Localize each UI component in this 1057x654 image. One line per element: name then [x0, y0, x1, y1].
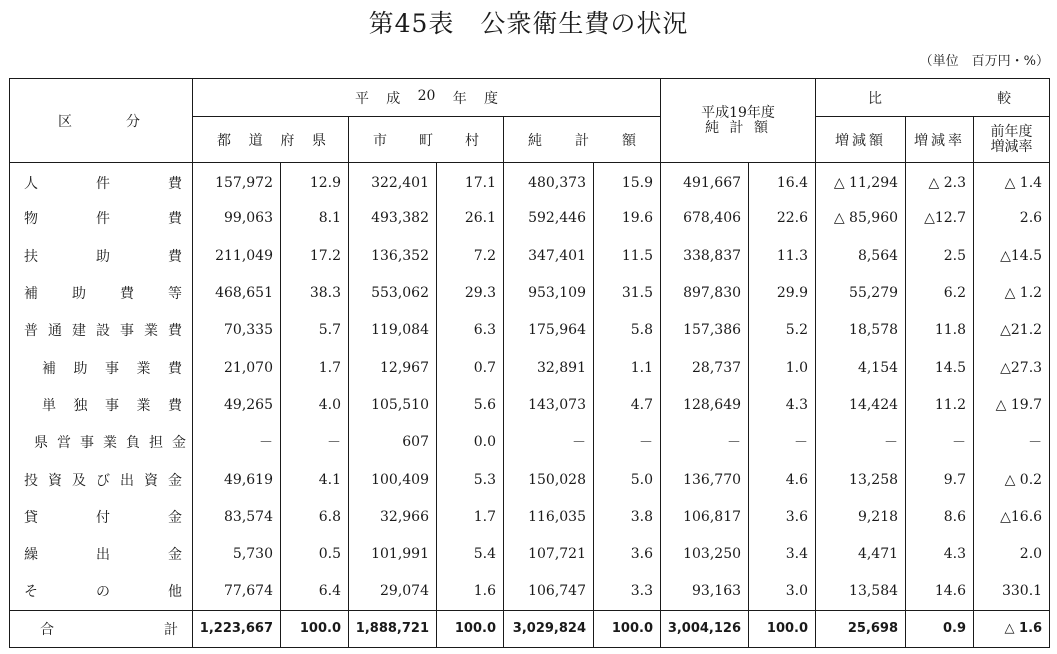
cell-muni: 105,510 [349, 386, 437, 423]
cell-net: 116,035 [504, 498, 594, 535]
cell-fy19: 491,667 [661, 163, 749, 200]
cell-change: 55,279 [816, 274, 906, 311]
total-muni: 1,888,721 [349, 610, 437, 647]
cell-muni: 553,062 [349, 274, 437, 311]
cell-change-rate: － [906, 424, 974, 461]
cell-change-rate: △12.7 [906, 200, 974, 237]
cell-change-rate: 14.6 [906, 573, 974, 610]
header-prev-year-rate: 前年度 増減率 [974, 117, 1050, 163]
cell-pref-pct: 6.8 [281, 498, 349, 535]
cell-fy19-pct: － [749, 424, 816, 461]
cell-prev-rate: △ 1.4 [974, 163, 1050, 200]
cell-net: 953,109 [504, 274, 594, 311]
table-row [10, 237, 1050, 274]
cell-change-rate: 11.8 [906, 312, 974, 349]
cell-change-rate: △ 2.3 [906, 163, 974, 200]
cell-net: 143,073 [504, 386, 594, 423]
cell-net: 107,721 [504, 535, 594, 572]
row-label: 投資及び出資金 [10, 461, 193, 498]
cell-pref-pct: 0.5 [281, 535, 349, 572]
cell-pref-pct: 6.4 [281, 573, 349, 610]
cell-change: 8,564 [816, 237, 906, 274]
total-label: 合計 [10, 610, 193, 647]
cell-pref: 5,730 [193, 535, 281, 572]
cell-change: △ 11,294 [816, 163, 906, 200]
cell-pref-pct: 4.0 [281, 386, 349, 423]
cell-net-pct: 31.5 [594, 274, 661, 311]
row-label: 物件費 [10, 200, 193, 237]
row-label: その他 [10, 573, 193, 610]
cell-change-rate: 4.3 [906, 535, 974, 572]
cell-pref-pct: 4.1 [281, 461, 349, 498]
cell-fy19: 136,770 [661, 461, 749, 498]
total-fy19: 3,004,126 [661, 610, 749, 647]
header-prefecture: 都 道 府 県 [193, 117, 349, 163]
row-label: 補助費等 [10, 274, 193, 311]
cell-net-pct: 4.7 [594, 386, 661, 423]
cell-fy19: 128,649 [661, 386, 749, 423]
table-title: 第45表 公衆衛生費の状況 [368, 9, 689, 38]
cell-fy19-pct: 3.0 [749, 573, 816, 610]
cell-net: － [504, 424, 594, 461]
cell-change: 13,258 [816, 461, 906, 498]
cell-net: 175,964 [504, 312, 594, 349]
cell-muni: 607 [349, 424, 437, 461]
cell-change: △ 85,960 [816, 200, 906, 237]
cell-muni-pct: 1.6 [437, 573, 504, 610]
cell-net: 592,446 [504, 200, 594, 237]
header-change-amount: 増減額 [816, 117, 906, 163]
cell-fy19-pct: 11.3 [749, 237, 816, 274]
cell-pref: 49,265 [193, 386, 281, 423]
cell-change-rate: 8.6 [906, 498, 974, 535]
cell-muni-pct: 29.3 [437, 274, 504, 311]
cell-change-rate: 6.2 [906, 274, 974, 311]
table-row [10, 200, 1050, 237]
cell-pref-pct: 8.1 [281, 200, 349, 237]
cell-muni-pct: 5.4 [437, 535, 504, 572]
cell-fy19-pct: 3.4 [749, 535, 816, 572]
cell-net: 150,028 [504, 461, 594, 498]
cell-muni: 29,074 [349, 573, 437, 610]
cell-change: 4,471 [816, 535, 906, 572]
header-municipality: 市 町 村 [349, 117, 504, 163]
cell-net-pct: 3.6 [594, 535, 661, 572]
cell-pref: 83,574 [193, 498, 281, 535]
header-fy19-net-total: 平成19年度 純 計 額 [661, 79, 816, 163]
cell-pref-pct: － [281, 424, 349, 461]
table-row [10, 573, 1050, 610]
cell-prev-rate: △14.5 [974, 237, 1050, 274]
table-row [10, 498, 1050, 535]
cell-pref: 21,070 [193, 349, 281, 386]
cell-change: 4,154 [816, 349, 906, 386]
cell-fy19: 157,386 [661, 312, 749, 349]
cell-net-pct: 1.1 [594, 349, 661, 386]
header-category: 区 分 [10, 79, 193, 163]
cell-change: 9,218 [816, 498, 906, 535]
total-net: 3,029,824 [504, 610, 594, 647]
cell-prev-rate: △ 0.2 [974, 461, 1050, 498]
cell-muni: 136,352 [349, 237, 437, 274]
row-label: 単独事業費 [10, 386, 193, 423]
total-row [10, 610, 1050, 647]
cell-fy19: 93,163 [661, 573, 749, 610]
cell-fy19: 678,406 [661, 200, 749, 237]
cell-fy19-pct: 5.2 [749, 312, 816, 349]
cell-net-pct: 5.0 [594, 461, 661, 498]
cell-muni: 101,991 [349, 535, 437, 572]
cell-change: 13,584 [816, 573, 906, 610]
cell-prev-rate: － [974, 424, 1050, 461]
cell-fy19-pct: 4.6 [749, 461, 816, 498]
cell-change-rate: 2.5 [906, 237, 974, 274]
table-row [10, 274, 1050, 311]
cell-net: 32,891 [504, 349, 594, 386]
cell-net: 347,401 [504, 237, 594, 274]
total-muni-pct: 100.0 [437, 610, 504, 647]
row-label: 扶助費 [10, 237, 193, 274]
cell-muni-pct: 26.1 [437, 200, 504, 237]
table-row [10, 386, 1050, 423]
cell-prev-rate: 2.6 [974, 200, 1050, 237]
cell-prev-rate: △16.6 [974, 498, 1050, 535]
cell-fy19: 338,837 [661, 237, 749, 274]
cell-pref: 99,063 [193, 200, 281, 237]
header-fy20: 平 成 20 年 度 [193, 79, 661, 117]
cell-change: 14,424 [816, 386, 906, 423]
cell-prev-rate: 2.0 [974, 535, 1050, 572]
cell-prev-rate: 330.1 [974, 573, 1050, 610]
cell-prev-rate: △ 19.7 [974, 386, 1050, 423]
cell-pref: － [193, 424, 281, 461]
cell-fy19-pct: 22.6 [749, 200, 816, 237]
cell-net-pct: 5.8 [594, 312, 661, 349]
cell-pref-pct: 5.7 [281, 312, 349, 349]
cell-pref-pct: 12.9 [281, 163, 349, 200]
cell-net-pct: 3.8 [594, 498, 661, 535]
cell-prev-rate: △21.2 [974, 312, 1050, 349]
total-prev-rate: △ 1.6 [974, 610, 1050, 647]
cell-muni: 100,409 [349, 461, 437, 498]
cell-pref-pct: 38.3 [281, 274, 349, 311]
cell-change-rate: 11.2 [906, 386, 974, 423]
table-row [10, 349, 1050, 386]
cell-pref: 468,651 [193, 274, 281, 311]
cell-fy19: 897,830 [661, 274, 749, 311]
cell-muni-pct: 5.6 [437, 386, 504, 423]
cell-change: － [816, 424, 906, 461]
row-label: 補助事業費 [10, 349, 193, 386]
cell-muni-pct: 0.7 [437, 349, 504, 386]
total-net-pct: 100.0 [594, 610, 661, 647]
total-pref-pct: 100.0 [281, 610, 349, 647]
cell-pref-pct: 1.7 [281, 349, 349, 386]
unit-note: （単位 百万円・%） [919, 54, 1049, 69]
cell-pref-pct: 17.2 [281, 237, 349, 274]
cell-change-rate: 14.5 [906, 349, 974, 386]
table-row [10, 461, 1050, 498]
cell-fy19: 28,737 [661, 349, 749, 386]
cell-prev-rate: △ 1.2 [974, 274, 1050, 311]
cell-fy19: 106,817 [661, 498, 749, 535]
cell-net-pct: 19.6 [594, 200, 661, 237]
cell-muni-pct: 5.3 [437, 461, 504, 498]
cell-muni: 12,967 [349, 349, 437, 386]
cell-fy19-pct: 4.3 [749, 386, 816, 423]
cell-fy19-pct: 1.0 [749, 349, 816, 386]
cell-muni-pct: 0.0 [437, 424, 504, 461]
cell-net-pct: － [594, 424, 661, 461]
row-label: 県営事業負担金 [10, 424, 193, 461]
cell-pref: 77,674 [193, 573, 281, 610]
table-row [10, 312, 1050, 349]
cell-fy19: 103,250 [661, 535, 749, 572]
cell-muni-pct: 6.3 [437, 312, 504, 349]
total-change-rate: 0.9 [906, 610, 974, 647]
total-pref: 1,223,667 [193, 610, 281, 647]
row-label: 人件費 [10, 163, 193, 200]
cell-change-rate: 9.7 [906, 461, 974, 498]
cell-pref: 157,972 [193, 163, 281, 200]
total-fy19-pct: 100.0 [749, 610, 816, 647]
header-change-rate: 増減率 [906, 117, 974, 163]
cell-net-pct: 11.5 [594, 237, 661, 274]
cell-muni-pct: 7.2 [437, 237, 504, 274]
cell-muni: 32,966 [349, 498, 437, 535]
cell-fy19-pct: 29.9 [749, 274, 816, 311]
cell-net-pct: 3.3 [594, 573, 661, 610]
cell-fy19-pct: 3.6 [749, 498, 816, 535]
total-change: 25,698 [816, 610, 906, 647]
public-health-expenditure-table [9, 78, 1050, 648]
cell-net: 106,747 [504, 573, 594, 610]
cell-prev-rate: △27.3 [974, 349, 1050, 386]
cell-net-pct: 15.9 [594, 163, 661, 200]
cell-net: 480,373 [504, 163, 594, 200]
cell-pref: 211,049 [193, 237, 281, 274]
row-label: 普通建設事業費 [10, 312, 193, 349]
cell-muni: 322,401 [349, 163, 437, 200]
table-row [10, 424, 1050, 461]
row-label: 繰出金 [10, 535, 193, 572]
cell-fy19-pct: 16.4 [749, 163, 816, 200]
cell-fy19: － [661, 424, 749, 461]
table-row [10, 535, 1050, 572]
cell-muni-pct: 17.1 [437, 163, 504, 200]
header-comparison: 比 較 [816, 79, 1050, 117]
cell-pref: 70,335 [193, 312, 281, 349]
row-label: 貸付金 [10, 498, 193, 535]
cell-change: 18,578 [816, 312, 906, 349]
cell-muni-pct: 1.7 [437, 498, 504, 535]
cell-pref: 49,619 [193, 461, 281, 498]
cell-muni: 119,084 [349, 312, 437, 349]
table-row [10, 163, 1050, 200]
header-net-total: 純 計 額 [504, 117, 661, 163]
cell-muni: 493,382 [349, 200, 437, 237]
